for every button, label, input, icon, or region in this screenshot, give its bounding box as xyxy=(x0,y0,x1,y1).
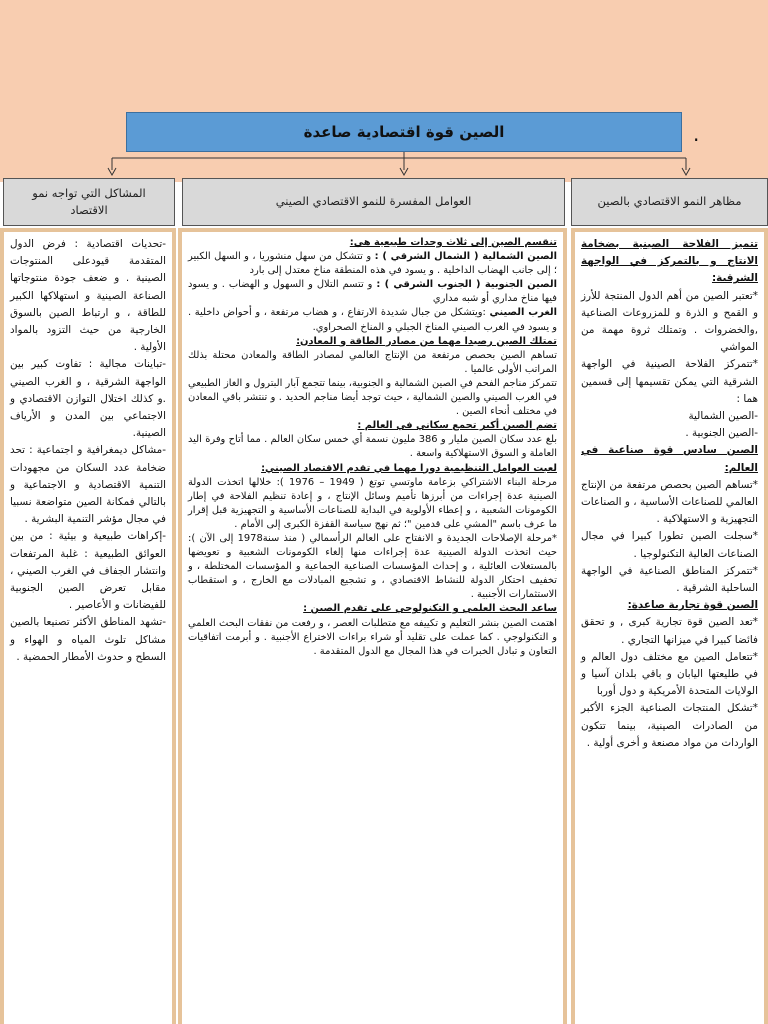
paragraph: *تعد الصين قوة تجارية كبرى , و تحقق فائضا كبيرا في ميزانها التجاري . xyxy=(581,616,758,646)
paragraph: تتمركز مناجم الفحم في الصين الشمالية و الجنوبية، بينما تتجمع آبار البترول و الغاز الطبيعي في الغرب الصيني والصين الشمالية ، حيث توجد أيضا مناجم الحديد . و تنتشر باقي المعادن في مختلف أنحاء الصين . xyxy=(188,377,557,418)
paragraph: اهتمت الصين بنشر التعليم و تكييفه مع متطلبات العصر ، و رفعت من نفقات البحث العلمي و التكنولوجي . كما عملت على تقليد أو شراء براءات الاختراع الأجنبية . و أبرمت اتفاقيات التعاون و تبادل الخبرات في هذا المجال مع الدول المتقدمة . xyxy=(188,617,557,657)
paragraph: *تشكل المنتجات الصناعية الجزء الأكبر من الصادرات الصينية، بينما تتكون الواردات من مواد مصنعة و أخرى أولية . xyxy=(581,702,758,749)
paragraph xyxy=(188,306,557,334)
paragraph: مرحلة البناء الاشتراكي بزعامة ماوتسي توتغ ( 1949 – 1976 ): خلالها اتخذت الدولة الصينية عدة إجراءات من أبرزها تأميم وسائل الإنتاج ، و إعادة تنظيم الفلاحة في إطار الكومونات الشعبية ، و إعطاء الأولوية في البداية للصناعات الأساسية و التجهيزية قبل إقرار ما عرف باسم "المشي على قدمين "؛ ثم نهج سياسة القفزة الكبرى إلى الأمام . xyxy=(188,476,558,530)
paragraph: -إكراهات طبيعية و بيئية : من بين العوائق الطبيعية : غلبة المرتفعات وانتشار الجفاف في الغرب الصيني ، مقابل تعرض الصين الجنوبية للفيضانات و الأعاصير . xyxy=(10,530,166,612)
paragraph: *تتمركز المناطق الصناعية في الواجهة الساحلية الشرقية . xyxy=(581,564,758,595)
paragraph: *تتمركز الفلاحة الصينية في الواجهة الشرقية التي يمكن تقسيمها إلى قسمين هما : xyxy=(581,358,758,405)
section-heading: الصين قوة تجارية صاعدة: xyxy=(627,599,758,612)
paragraph-lead: الصين الجنوبية ( الجنوب الشرقي ) : xyxy=(376,279,557,291)
paragraph: *تساهم الصين بحصص مرتفعة من الإنتاج العالمي للصناعات الأساسية ، و الصناعات التجهيزية و الاستهلاكية . xyxy=(581,478,758,526)
paragraph: تساهم الصين بحصص مرتفعة من الإنتاج العالمي لمصادر الطاقة والمعادن محتلة بذلك المراتب الأولى عالميا . xyxy=(188,349,557,375)
section-heading: تمتلك الصين رصيدا مهما من مصادر الطاقة و المعادن: xyxy=(296,335,557,347)
bullet-marker: . xyxy=(693,122,700,146)
column-problems xyxy=(0,228,176,1024)
section-heading: لعبت العوامل التنظيمية دورا مهما في تقدم الاقتصاد الصيني: xyxy=(261,462,557,474)
paragraph: بلغ عدد سكان الصين مليار و 386 مليون نسمة أي خمس سكان العالم . مما أتاح وفرة اليد العاملة و السوق الاستهلاكية واسعة . xyxy=(188,434,557,460)
column-growth-aspects xyxy=(571,228,768,1024)
section-heading: تضم الصين أكبر تجمع سكاني في العالم : xyxy=(357,420,557,432)
column-growth-factors xyxy=(178,228,567,1024)
paragraph: *تعتبر الصين من أهم الدول المنتجة للأرز و القمح و الذرة و للمزروعات الصناعية ,والخضروات . وتمتلك ثروة مهمة من المواشي xyxy=(581,289,758,354)
paragraph-lead: الصين الشمالية ( الشمال الشرقي ) : xyxy=(374,251,557,263)
paragraph: *تتعامل الصين مع مختلف دول العالم و في طليعتها اليابان و باقي بلدان آسيا و الولايات المتحدة الأمريكية و دول أوربا xyxy=(581,650,758,698)
column-header-problems: المشاكل التي تواجه نمو الاقتصاد xyxy=(3,178,175,226)
section-heading: تنقسم الصين إلى ثلاث وحدات طبيعية هي: xyxy=(349,237,557,248)
paragraph-text: :ويتشكل من جبال شديدة الارتفاع ، و هضاب مرتفعة ، و أحواض داخلية . و يسود في الغرب الصيني المناخ الجبلي و المناخ الصحراوي. xyxy=(188,307,557,333)
paragraph: *مرحلة الإصلاحات الجديدة و الانفتاح على العالم الرأسمالي ( منذ سنة1978 إلى الآن ): حيث اتخذت الدولة الصينية عدة إجراءات منها إلغاء الكومونات الشعبية و تعويضها بالمستغلات العائلية ، و إحداث المؤسسات الصناعية الجماعية و المؤسسات المختلطة ، و تخفيف احتكار الدولة للنشاط الاقتصادي ، و تشجيع المبادلات مع الخارج ، و استقطاب الاستثمارات الأجنبية . xyxy=(188,532,557,601)
column-header-growth-aspects: مظاهر النمو الاقتصادي بالصين xyxy=(571,178,768,226)
paragraph: -مشاكل ديمغرافية و اجتماعية : تحد ضخامة عدد السكان من مجهودات التنمية الاقتصادية و الاجتماعية و بالتالي فمكانة الصين متواضعة نسبيا في مجال مؤشر التنمية البشرية . xyxy=(10,444,166,526)
section-heading: ساعد البحث العلمي و التكنولوجي على تقدم الصين : xyxy=(303,603,557,615)
paragraph-lead: الغرب الصيني xyxy=(489,307,558,319)
section-heading: تتميز الفلاحة الصينية بضخامة الانتاج و بالتمركز في الواجهة الشرقية: xyxy=(581,238,758,285)
paragraph: *سجلت الصين تطورا كبيرا في مجال الصناعات العالية التكنولوجيا . xyxy=(581,530,758,560)
connector-lines xyxy=(0,0,768,182)
paragraph xyxy=(188,278,557,306)
main-title: الصين قوة اقتصادية صاعدة xyxy=(126,112,682,152)
paragraph: -تحديات اقتصادية : فرض الدول المتقدمة قيودعلى المنتوجات الصينية . و ضعف جودة منتوجاتها الصناعة الصينية و استهلاكها الكبير للطاقة ، و ارتباط الصين بالسوق الخارجية من حيث التزود بالمواد الأولية . xyxy=(10,238,166,354)
column-header-growth-factors: العوامل المفسرة للنمو الاقتصادي الصيني xyxy=(182,178,565,226)
paragraph-text: و تتسم التلال و السهول و الهضاب . و يسود فيها مناخ مداري أو شبه مداري xyxy=(188,279,557,305)
paragraph: -تشهد المناطق الأكثر تصنيعا بالصين مشاكل تلوث المياه و الهواء و السطح و حدوث الأمطار الحمضية . xyxy=(10,616,166,663)
section-heading: الصين سادس قوة صناعية في العالم: xyxy=(581,444,758,474)
paragraph: -تباينات مجالية : تفاوت كبير بين الواجهة الشرقية ، و الغرب الصيني .و كذلك اختلال التوازن الاقتصادي و الاجتماعي بين المدن و الأرياف الصينية. xyxy=(10,358,166,440)
paragraph-text: و تتشكل من سهل منشوريا ، و السهل الكبير ؛ إلى جانب الهضاب الداخلية . و يسود في هذه المنطقة مناخ معتدل إلى بارد xyxy=(188,251,557,277)
paragraph: -الصين الشمالية xyxy=(688,410,758,423)
paragraph xyxy=(188,250,557,278)
paragraph: -الصين الجنوبية . xyxy=(685,427,758,440)
